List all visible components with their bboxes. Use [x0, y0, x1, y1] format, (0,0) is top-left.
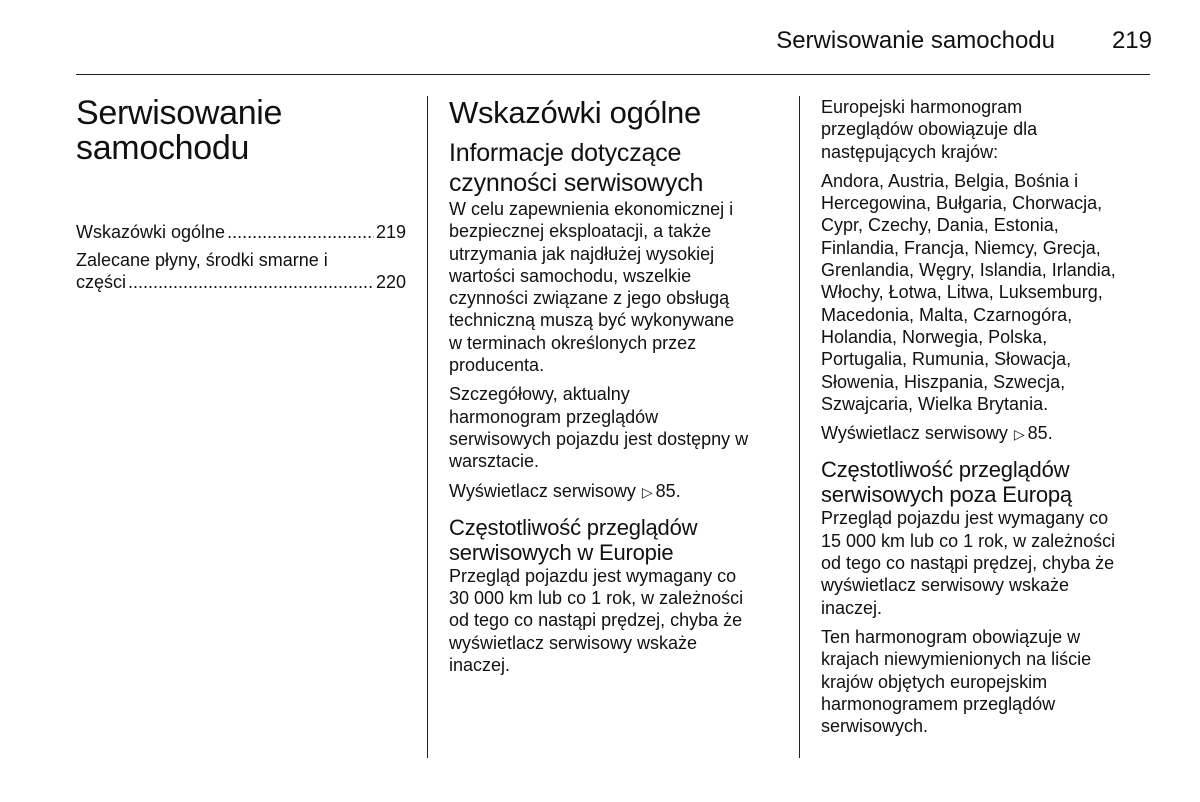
- paragraph-country-list: [821, 170, 1156, 415]
- xref-text: Wyświetlacz serwisowy: [449, 480, 636, 501]
- text-line: bezpiecznej eksploatacji, a także: [449, 221, 712, 242]
- text-line: w terminach określonych przez: [449, 332, 697, 353]
- heading-outside-europe-frequency: [821, 457, 1156, 507]
- subsection-title-line2: czynności serwisowych: [449, 169, 704, 197]
- heading-line1: Częstotliwość przeglądów: [449, 514, 698, 540]
- text-line: serwisowych.: [821, 716, 929, 737]
- text-line: Szwajcaria, Wielka Brytania.: [821, 393, 1049, 414]
- text-line: Holandia, Norwegia, Polska,: [821, 326, 1048, 347]
- text-line: W celu zapewnienia ekonomicznej i: [449, 199, 734, 219]
- text-line: Portugalia, Rumunia, Słowacja,: [821, 349, 1072, 370]
- text-line: techniczną muszą być wykonywane: [449, 310, 735, 331]
- xref-page: 85.: [1027, 423, 1053, 444]
- column-general-guidelines: [449, 96, 784, 683]
- text-line: Macedonia, Malta, Czarnogóra,: [821, 304, 1073, 325]
- cross-reference-arrow-icon: ▷: [1013, 426, 1025, 443]
- text-line: Ten harmonogram obowiązuje w: [821, 626, 1081, 647]
- toc-entry-text-line2: części: [76, 272, 127, 292]
- text-line: Finlandia, Francja, Niemcy, Grecja,: [821, 237, 1101, 258]
- toc-leader-dots: [128, 271, 374, 293]
- text-line: od tego co nastąpi prędzej, chyba że: [821, 553, 1115, 574]
- chapter-title-line2: samochodu: [76, 129, 250, 167]
- heading-line2: serwisowych w Europie: [449, 539, 674, 565]
- text-line: producenta.: [449, 355, 545, 376]
- text-line: inaczej.: [821, 597, 883, 618]
- column-country-list: [821, 96, 1156, 744]
- text-line: Cypr, Czechy, Dania, Estonia,: [821, 215, 1059, 236]
- xref-page: 85.: [655, 480, 681, 501]
- text-line: wartości samochodu, wszelkie: [449, 265, 692, 286]
- toc-leader-dots: [227, 221, 374, 243]
- paragraph-european-schedule: [821, 96, 1156, 163]
- text-line: Grenlandia, Węgry, Islandia, Irlandia,: [821, 260, 1116, 281]
- text-line: warsztacie.: [449, 451, 540, 472]
- column-chapter-contents: [76, 96, 406, 299]
- text-line: od tego co nastąpi prędzej, chyba że: [449, 610, 743, 631]
- toc-entry-line2: [76, 271, 406, 293]
- chapter-title-line1: Serwisowanie: [76, 94, 283, 132]
- xref-text: Wyświetlacz serwisowy: [821, 423, 1008, 444]
- text-line: Szczegółowy, aktualny: [449, 384, 630, 405]
- paragraph-europe-interval: [449, 565, 784, 676]
- table-of-contents: [76, 221, 406, 293]
- header-divider: [76, 74, 1150, 75]
- text-line: czynności związane z jego obsługą: [449, 288, 730, 309]
- cross-reference-service-display[interactable]: [449, 480, 784, 503]
- text-line: harmonogramem przeglądów: [821, 693, 1056, 714]
- section-title: Wskazówki ogólne: [449, 95, 701, 130]
- text-line: Słowenia, Hiszpania, Szwecja,: [821, 371, 1066, 392]
- text-line: Włochy, Łotwa, Litwa, Luksemburg,: [821, 282, 1103, 303]
- toc-entry-page: 220: [375, 272, 406, 292]
- paragraph-schedule-availability: [449, 383, 784, 472]
- text-line: 30 000 km lub co 1 rok, w zależności: [449, 588, 744, 609]
- text-line: wyświetlacz serwisowy wskaże: [449, 632, 698, 653]
- column-divider-right: [799, 96, 800, 758]
- text-line: utrzymania jak najdłużej wysokiej: [449, 243, 715, 264]
- text-line: Hercegowina, Bułgaria, Chorwacja,: [821, 193, 1103, 214]
- paragraph-service-intro: [449, 198, 784, 376]
- toc-entry-fluids-lubricants[interactable]: [76, 249, 406, 293]
- heading-europe-frequency: [449, 515, 784, 565]
- text-line: Europejski harmonogram: [821, 97, 1023, 117]
- toc-entry-text: Wskazówki ogólne: [76, 222, 226, 242]
- text-line: Andora, Austria, Belgia, Bośnia i: [821, 170, 1079, 191]
- page-number: 219: [1111, 27, 1152, 54]
- text-line: krajów objętych europejskim: [821, 671, 1048, 692]
- heading-line1: Częstotliwość przeglądów: [821, 457, 1070, 483]
- text-line: wyświetlacz serwisowy wskaże: [821, 575, 1070, 596]
- text-line: 15 000 km lub co 1 rok, w zależności: [821, 530, 1116, 551]
- subsection-title: [449, 138, 784, 198]
- toc-entry-page: 219: [375, 222, 406, 242]
- paragraph-outside-europe-interval: [821, 507, 1156, 618]
- text-line: przeglądów obowiązuje dla: [821, 119, 1038, 140]
- text-line: serwisowych pojazdu jest dostępny w: [449, 428, 749, 449]
- cross-reference-arrow-icon: ▷: [641, 483, 653, 500]
- toc-entry-text-line1: Zalecane płyny, środki smarne i: [76, 250, 328, 270]
- text-line: krajach niewymienionych na liście: [821, 649, 1092, 670]
- text-line: Przegląd pojazdu jest wymagany co: [449, 565, 737, 586]
- toc-entry-general-guidelines[interactable]: [76, 221, 406, 243]
- text-line: następujących krajów:: [821, 141, 999, 162]
- chapter-title: [76, 96, 406, 166]
- text-line: inaczej.: [449, 655, 511, 676]
- heading-line2: serwisowych poza Europą: [821, 482, 1072, 508]
- text-line: Przegląd pojazdu jest wymagany co: [821, 508, 1109, 529]
- running-header-title: Serwisowanie samochodu: [776, 27, 1055, 54]
- subsection-title-line1: Informacje dotyczące: [449, 139, 682, 167]
- cross-reference-service-display[interactable]: [821, 422, 1156, 445]
- column-divider-left: [427, 96, 428, 758]
- text-line: harmonogram przeglądów: [449, 406, 659, 427]
- paragraph-other-countries: [821, 626, 1156, 737]
